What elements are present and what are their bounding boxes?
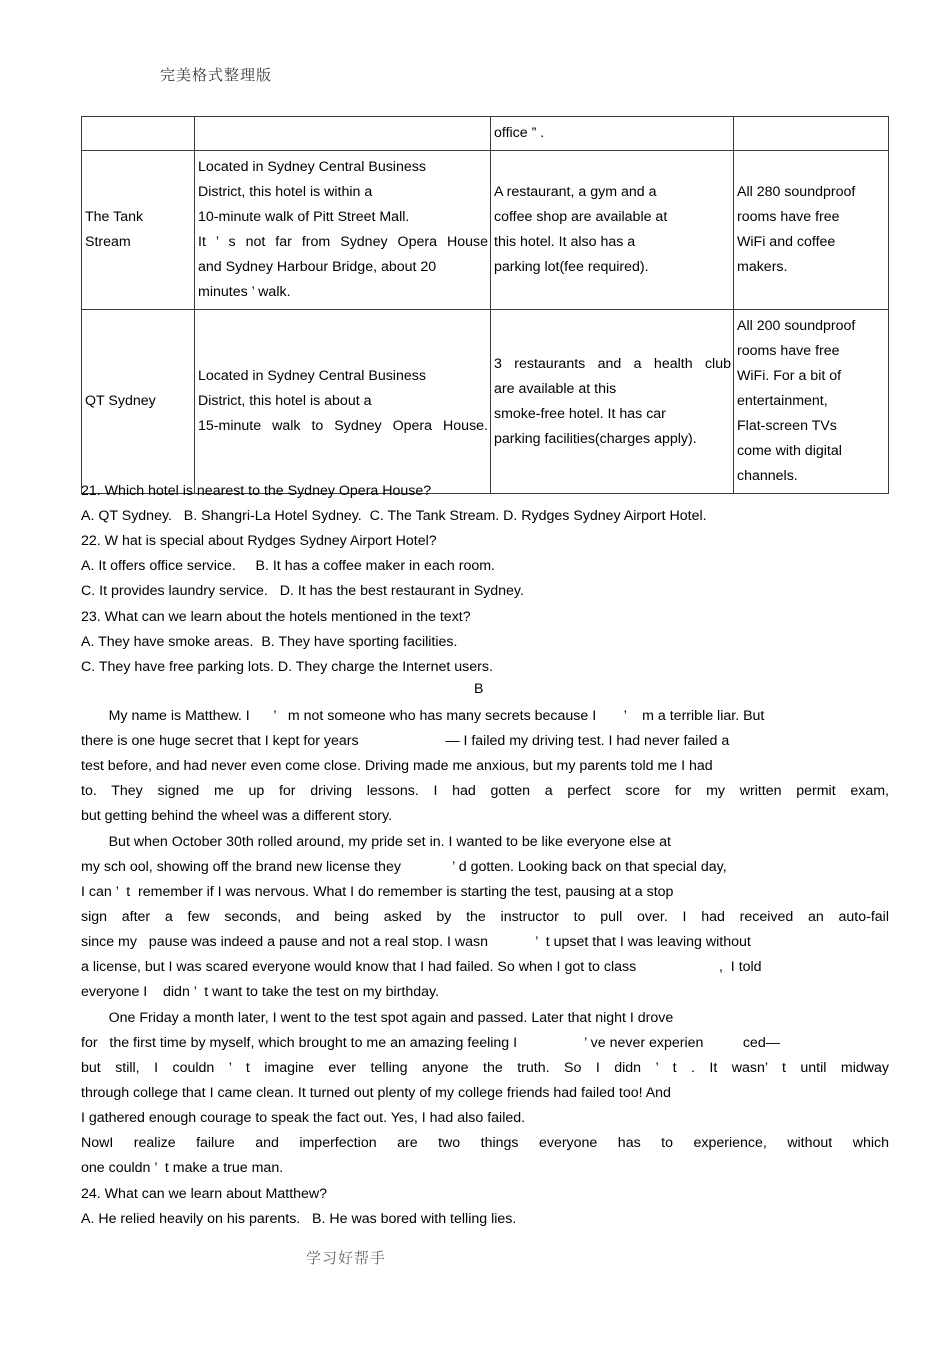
facilities-line: A restaurant, a gym and a (494, 184, 657, 200)
passage-label-b: B (474, 681, 484, 697)
question-21: 21. Which hotel is nearest to the Sydney Opera House? (81, 483, 432, 499)
cell-hotel-name (82, 151, 195, 310)
location-line: Located in Sydney Central Business (198, 159, 426, 175)
cell-hotel-name (82, 310, 195, 494)
table-row (82, 310, 889, 494)
passage-line: a license, but I was scared everyone would know that I had failed. So when I got to class , I told (81, 959, 762, 975)
facilities-line: this hotel. It also has a (494, 234, 636, 250)
carryover-text: office ” . (494, 125, 545, 141)
passage-line: NowI realize failure and imperfection are two things everyone has to experience, without which (81, 1135, 889, 1151)
question-24-options-ab: A. He relied heavily on his parents. B. He was bored with telling lies. (81, 1211, 517, 1227)
passage-line: My name is Matthew. I ’ m not someone who has many secrets because I ’ m a terrible liar. But (81, 708, 765, 724)
question-23-options-cd: C. They have free parking lots. D. They charge the Internet users. (81, 659, 493, 675)
rooms-line: come with digital (737, 443, 842, 459)
passage-line: I can ’ t remember if I was nervous. What I do remember is starting the test, pausing at a stop (81, 884, 674, 900)
location-line: District, this hotel is within a (198, 184, 373, 200)
rooms-line: All 280 soundproof (737, 184, 856, 200)
passage-line: sign after a few seconds, and being asked by the instructor to pull over. I had received an auto-fail (81, 909, 889, 925)
rooms-line: rooms have free (737, 343, 840, 359)
question-22-options-cd: C. It provides laundry service. D. It has the best restaurant in Sydney. (81, 583, 524, 599)
facilities-line: parking facilities(charges (494, 430, 651, 447)
cell-name-empty (82, 117, 195, 151)
passage-line: But when October 30th rolled around, my pride set in. I wanted to be like everyone else at (81, 834, 671, 850)
table-row (82, 117, 889, 151)
rooms-line: channels. (737, 468, 798, 484)
facilities-line: 3 restaurants and a health club (494, 355, 731, 372)
cell-rooms (734, 310, 889, 494)
hotel-name-line1: QT Sydney (85, 393, 156, 409)
table-row (82, 151, 889, 310)
passage-line: One Friday a month later, I went to the test spot again and passed. Later that night I drove (81, 1010, 674, 1026)
rooms-line: WiFi and coffee (737, 234, 836, 250)
cell-facilities (491, 310, 734, 494)
location-line: Located in Sydney Central Business (198, 368, 426, 384)
facilities-line: apply). (654, 430, 697, 447)
location-line: minutes ’ walk. (198, 284, 291, 300)
rooms-line: makers. (737, 259, 788, 275)
rooms-line: All 200 soundproof (737, 318, 856, 334)
passage-line: since my pause was indeed a pause and not a real stop. I wasn ’ t upset that I was leaving without (81, 934, 751, 950)
question-23-options-ab: A. They have smoke areas. B. They have sporting facilities. (81, 634, 458, 650)
passage-line: but getting behind the wheel was a different story. (81, 808, 393, 824)
passage-line: everyone I didn ’ t want to take the test on my birthday. (81, 984, 440, 1000)
facilities-line: smoke-free hotel. It has car (494, 405, 666, 422)
hotel-name-line1: The Tank (85, 209, 144, 225)
passage-line: but still, I couldn ’ t imagine ever telling anyone the truth. So I didn ’ t . It wasn’ t until midway (81, 1060, 889, 1076)
hotel-comparison-table (81, 116, 889, 494)
facilities-line: coffee shop are available at (494, 209, 668, 225)
passage-line: through college that I came clean. It turned out plenty of my college friends had failed too! And (81, 1085, 671, 1101)
passage-line: for the first time by myself, which brought to me an amazing feeling I ’ ve never experien ced— (81, 1035, 780, 1051)
cell-facilities (491, 151, 734, 310)
question-23: 23. What can we learn about the hotels mentioned in the text? (81, 609, 471, 625)
cell-location-empty (195, 117, 491, 151)
passage-line: my sch ool, showing off the brand new license they ’ d gotten. Looking back on that special day, (81, 859, 727, 875)
location-line: 10-minute walk of Pitt Street Mall. (198, 209, 410, 225)
passage-line: one couldn ’ t make a true man. (81, 1160, 284, 1176)
passage-line: I gathered enough courage to speak the fact out. Yes, I had also failed. (81, 1110, 526, 1126)
rooms-line: entertainment, (737, 393, 828, 409)
rooms-line: WiFi. For a bit of (737, 368, 842, 384)
question-24: 24. What can we learn about Matthew? (81, 1186, 328, 1202)
cell-location (195, 310, 491, 494)
location-line: and Sydney Harbour Bridge, about 20 (198, 259, 437, 275)
facilities-line: are available at this (494, 380, 617, 397)
location-line: 15-minute walk to Sydney Opera House. (198, 418, 488, 434)
location-line: District, this hotel is about a (198, 393, 372, 409)
question-22-options-ab: A. It offers office service. B. It has a coffee maker in each room. (81, 558, 495, 574)
passage-line: to. They signed me up for driving lessons. I had gotten a perfect score for my written permit exam, (81, 783, 889, 799)
hotel-name-line2: Stream (85, 234, 131, 250)
passage-line: test before, and had never even come close. Driving made me anxious, but my parents told me I had (81, 758, 713, 774)
rooms-line: Flat-screen TVs (737, 418, 837, 434)
facilities-line: parking lot(fee required). (494, 259, 649, 275)
location-line: It ’ s not far from Sydney Opera House (198, 234, 488, 250)
question-22: 22. W hat is special about Rydges Sydney Airport Hotel? (81, 533, 437, 549)
question-21-options: A. QT Sydney. B. Shangri-La Hotel Sydney. C. The Tank Stream. D. Rydges Sydney Airport Hotel. (81, 508, 707, 524)
footer-watermark: 学习好帮手 (306, 1249, 387, 1267)
cell-rooms (734, 151, 889, 310)
cell-rooms-empty (734, 117, 889, 151)
cell-location (195, 151, 491, 310)
rooms-line: rooms have free (737, 209, 840, 225)
passage-line: there is one huge secret that I kept for years — I failed my driving test. I had never failed a (81, 733, 730, 749)
header-watermark: 完美格式整理版 (160, 66, 273, 84)
cell-facilities-carryover (491, 117, 734, 151)
